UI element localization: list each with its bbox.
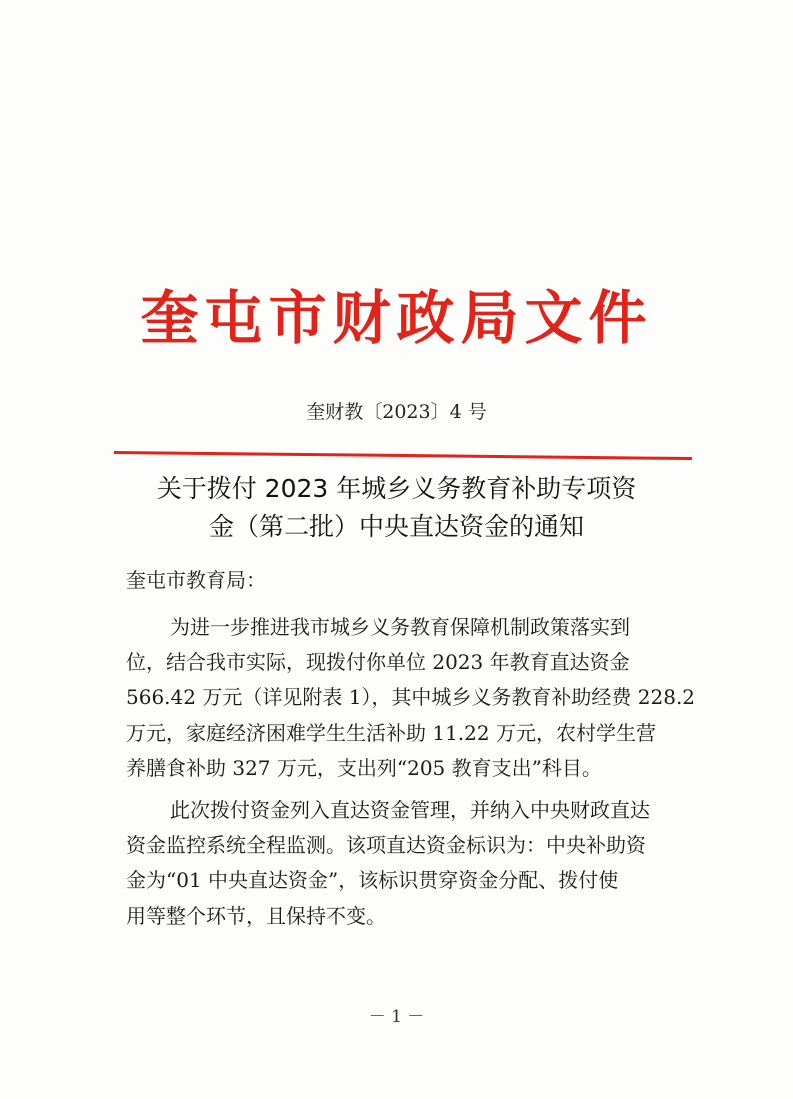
document-title [100,470,693,546]
paragraph-1-line-1: 为进一步推进我市城乡义务教育保障机制政策落实到 [170,615,630,639]
paragraph-1-line-3: 566.42 万元（详见附表 1），其中城乡义务教育补助经费 228.2 [126,685,696,709]
paragraph-2-line-4: 用等整个环节，且保持不变。 [126,904,386,928]
paragraph-1-line-5: 养膳食补助 327 万元，支出列“205 教育支出”科目。 [126,756,602,780]
red-divider-rule [114,451,692,460]
title-line-2: 金（第二批）中央直达资金的通知 [208,512,584,541]
paragraph-2-line-3: 金为“01 中央直达资金”，该标识贯穿资金分配、拨付使 [126,868,619,892]
page-number: － 1 － [368,1007,425,1027]
title-line-1: 关于拨付 2023 年城乡义务教育补助专项资 [156,474,637,503]
document-number: 奎财教〔2023〕4 号 [306,401,487,423]
recipient-line: 奎屯市教育局： [126,568,266,592]
paragraph-2-line-2: 资金监控系统全程监测。该项直达资金标识为：中央补助资 [126,833,646,857]
paragraph-1-line-2: 位，结合我市实际，现拨付你单位 2023 年教育直达资金 [126,650,630,674]
issuer-header: 奎屯市财政局文件 [140,284,653,352]
paragraph-1-line-4: 万元，家庭经济困难学生生活补助 11.22 万元，农村学生营 [126,721,656,745]
paragraph-2-line-1: 此次拨付资金列入直达资金管理，并纳入中央财政直达 [170,798,650,822]
